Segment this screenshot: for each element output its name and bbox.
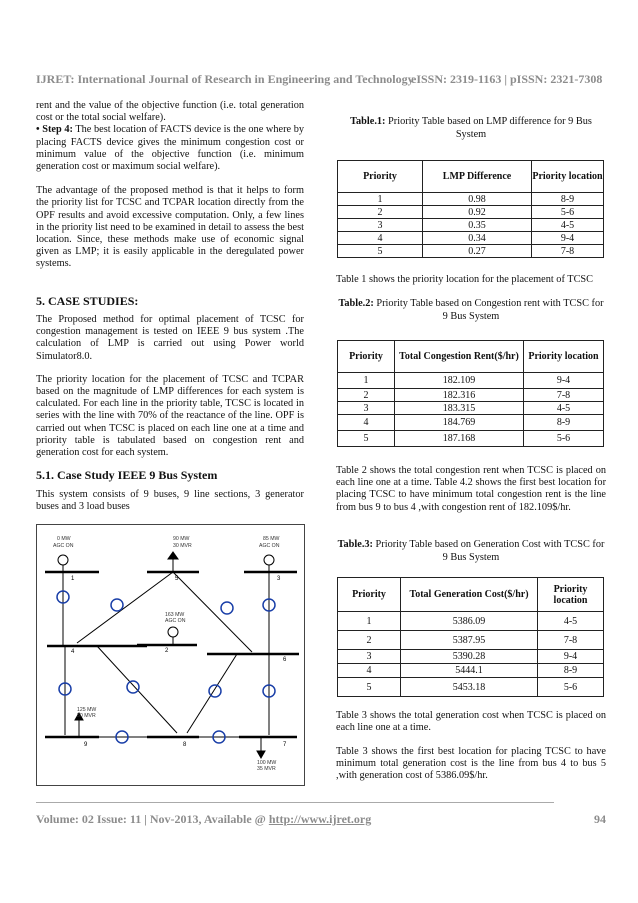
bus-label: 8 (183, 742, 187, 748)
table-row (338, 678, 604, 697)
gen3-agc: AGC ON (259, 543, 280, 549)
cell: 4 (338, 232, 423, 245)
journal-title: IJRET: International Journal of Research in Engineering and Technology (36, 72, 414, 86)
table-row (338, 431, 604, 447)
table2 (337, 340, 604, 447)
cell: 5444.1 (401, 664, 538, 678)
section-heading-5: 5. CASE STUDIES: (36, 294, 139, 308)
cell: 5390.28 (401, 650, 538, 664)
volume-info: Volume: 02 Issue: 11 | Nov-2013, Available @ (36, 812, 269, 826)
running-header (36, 72, 606, 87)
table-row (338, 193, 604, 206)
cell: 2 (338, 631, 401, 650)
load-arrow-icon (257, 751, 265, 758)
table-row (338, 631, 604, 650)
table2-caption-text: Priority Table based on Congestion rent with TCSC for 9 Bus System (373, 298, 604, 322)
cell: 7-8 (538, 631, 604, 650)
table-row (338, 245, 604, 258)
cell: 5453.18 (401, 678, 538, 697)
table3-caption-label: Table.3: (337, 539, 373, 550)
cell: 182.316 (395, 389, 524, 402)
cell: 183.315 (395, 402, 524, 415)
footer-rule (36, 802, 554, 803)
table1 (337, 160, 604, 258)
gen-arrow-icon (168, 552, 178, 559)
table-row (338, 206, 604, 219)
bus-label: 9 (84, 742, 88, 748)
paragraph: Table 2 shows the total congestion rent when TCSC is placed on each line one at a time. Table 4.2 shows the first best location for placing TCSC to have minimum total congestion rent is the line from bus 9 to bus 4 ,with congestion rent of 182.109$/hr. (336, 465, 606, 513)
cell: 187.168 (395, 431, 524, 447)
cell: 2 (338, 389, 395, 402)
cell: 0.98 (423, 193, 532, 206)
table2-header: Priority (338, 341, 395, 373)
cell: 7-8 (532, 245, 604, 258)
table1-header: LMP Difference (423, 161, 532, 193)
paragraph: The advantage of the proposed method is that it helps to form the priority list for TCSC and TCPAR location directly from the OPF results and avoid excessive computation. Only, a few lines in the priority list need to be examined in detail to assess the best location. Since, these methods make use of economic signal given as LMP; it is easily applicable in the deregulated power systems. (36, 185, 304, 270)
paragraph: Table 3 shows the total generation cost when TCSC is placed on each line one at a time. (336, 710, 606, 734)
paragraph: Table 3 shows the first best location for placing TCSC to have minimum total generation cost is the line from bus 4 to bus 5 ,with generation cost of 5386.09$/hr. (336, 746, 606, 782)
bus-label: 3 (277, 576, 281, 582)
issn: eISSN: 2319-1163 | pISSN: 2321-7308 (411, 72, 603, 86)
table3 (337, 577, 604, 697)
table1-header: Priority location (532, 161, 604, 193)
cell: 0.92 (423, 206, 532, 219)
bus-label: 2 (165, 648, 169, 654)
table3-header: Total Generation Cost($/hr) (401, 578, 538, 612)
generator-1-icon (58, 555, 68, 565)
table1-header: Priority (338, 161, 423, 193)
cell: 184.769 (395, 415, 524, 431)
paragraph: The priority location for the placement of TCSC and TCPAR based on the magnitude of LMP differences for each system is calculated. For each line in the priority table, TCSC is located in series with the line with 70% of the reactance of the line. OPF is carried out when TCSC is placed on each line one at a time and priority table is tabulated based on congestion rent and generation cost for each system. (36, 373, 304, 459)
table3-caption-text: Priority Table based on Generation Cost with TCSC for 9 Bus System (372, 539, 605, 563)
cell: 9-4 (538, 650, 604, 664)
cell: 3 (338, 219, 423, 232)
cell: 4-5 (524, 402, 604, 415)
table3-header: Priority location (538, 578, 604, 612)
bus-label: 4 (71, 649, 75, 655)
cell: 1 (338, 373, 395, 389)
cell: 3 (338, 402, 395, 415)
table-row (338, 650, 604, 664)
table-row (338, 389, 604, 402)
cell: 9-4 (524, 373, 604, 389)
bus-label: 5 (175, 576, 179, 582)
cell: 7-8 (524, 389, 604, 402)
cell: 1 (338, 193, 423, 206)
table1-caption-label: Table.1: (350, 116, 386, 127)
cell: 5 (338, 245, 423, 258)
flow-indicator-icon (209, 685, 221, 697)
cell: 4 (338, 415, 395, 431)
paragraph: The Proposed method for optimal placement of TCSC for congestion management is tested on IEEE 9 bus system .The calculation of LMP is carried out using Power world Simulator8.0. (36, 314, 304, 362)
cell: 5387.95 (401, 631, 538, 650)
table3-caption (336, 539, 606, 564)
table2-header: Priority location (524, 341, 604, 373)
cell: 0.34 (423, 232, 532, 245)
cell: 5-6 (538, 678, 604, 697)
cell: 5-6 (532, 206, 604, 219)
table-row (338, 373, 604, 389)
table2-caption-label: Table.2: (338, 298, 374, 309)
load7-mw: 100 MW (257, 760, 277, 766)
gen1-agc: AGC ON (53, 543, 74, 549)
load9-mw: 125 MW (77, 707, 97, 713)
cell: 0.27 (423, 245, 532, 258)
flow-indicator-icon (221, 602, 233, 614)
gen2-mvr: 30 MVR (173, 543, 192, 549)
load9-mvr: 50 MVR (77, 713, 96, 719)
step4-text: The best location of FACTS device is the one where by placing FACTS device gives the minimum congestion cost or minimum value of the objective function (i.e. minimum generation cost or maximum social welfare). (36, 124, 304, 173)
gen2-bus-agc: AGC ON (165, 618, 186, 624)
gen3-mw: 85 MW (263, 536, 280, 542)
footer (36, 812, 606, 827)
cell: 4-5 (538, 612, 604, 631)
table1-caption-text: Priority Table based on LMP difference for 9 Bus System (385, 116, 592, 140)
generator-2-icon (168, 627, 178, 637)
gen1-mw: 0 MW (57, 536, 71, 542)
load7-mvr: 35 MVR (257, 766, 276, 772)
cell: 9-4 (532, 232, 604, 245)
table-row (338, 664, 604, 678)
table-row (338, 232, 604, 245)
cell: 2 (338, 206, 423, 219)
section-heading-5-1: 5.1. Case Study IEEE 9 Bus System (36, 468, 218, 482)
left-column-top (36, 100, 304, 271)
journal-link[interactable]: http://www.ijret.org (268, 812, 372, 826)
paragraph: Table 1 shows the priority location for the placement of TCSC (336, 274, 594, 285)
generator-3-icon (264, 555, 274, 565)
table-row (338, 219, 604, 232)
cell: 1 (338, 612, 401, 631)
table3-header: Priority (338, 578, 401, 612)
gen2-bus-mw: 163 MW (165, 612, 185, 618)
bus-label: 6 (283, 657, 287, 663)
table1-caption (336, 116, 606, 141)
table-row (338, 402, 604, 415)
left-column-mid (36, 314, 304, 459)
bus-label: 1 (71, 576, 75, 582)
cell: 8-9 (538, 664, 604, 678)
cell: 0.35 (423, 219, 532, 232)
flow-indicator-icon (127, 681, 139, 693)
gen2-mw: 90 MW (173, 536, 190, 542)
table2-header: Total Congestion Rent($/hr) (395, 341, 524, 373)
diagram-svg (37, 525, 304, 785)
bus-label: 7 (283, 742, 287, 748)
flow-indicator-icon (111, 599, 123, 611)
cell: 5386.09 (401, 612, 538, 631)
table2-caption (336, 298, 606, 323)
cell: 8-9 (532, 193, 604, 206)
cell: 3 (338, 650, 401, 664)
cell: 5-6 (524, 431, 604, 447)
cell: 5 (338, 431, 395, 447)
page-number: 94 (594, 812, 606, 826)
step4-label: • Step 4: (36, 124, 73, 136)
cell: 4-5 (532, 219, 604, 232)
cell: 182.109 (395, 373, 524, 389)
table-row (338, 612, 604, 631)
cell: 5 (338, 678, 401, 697)
paragraph: rent and the value of the objective function (i.e. total generation cost or the total social welfare). (36, 100, 304, 124)
table-row (338, 415, 604, 431)
ieee-9-bus-diagram (36, 524, 305, 786)
cell: 8-9 (524, 415, 604, 431)
paragraph: This system consists of 9 buses, 9 line sections, 3 generator buses and 3 load buses (36, 489, 304, 513)
cell: 4 (338, 664, 401, 678)
step4-paragraph (36, 124, 304, 173)
